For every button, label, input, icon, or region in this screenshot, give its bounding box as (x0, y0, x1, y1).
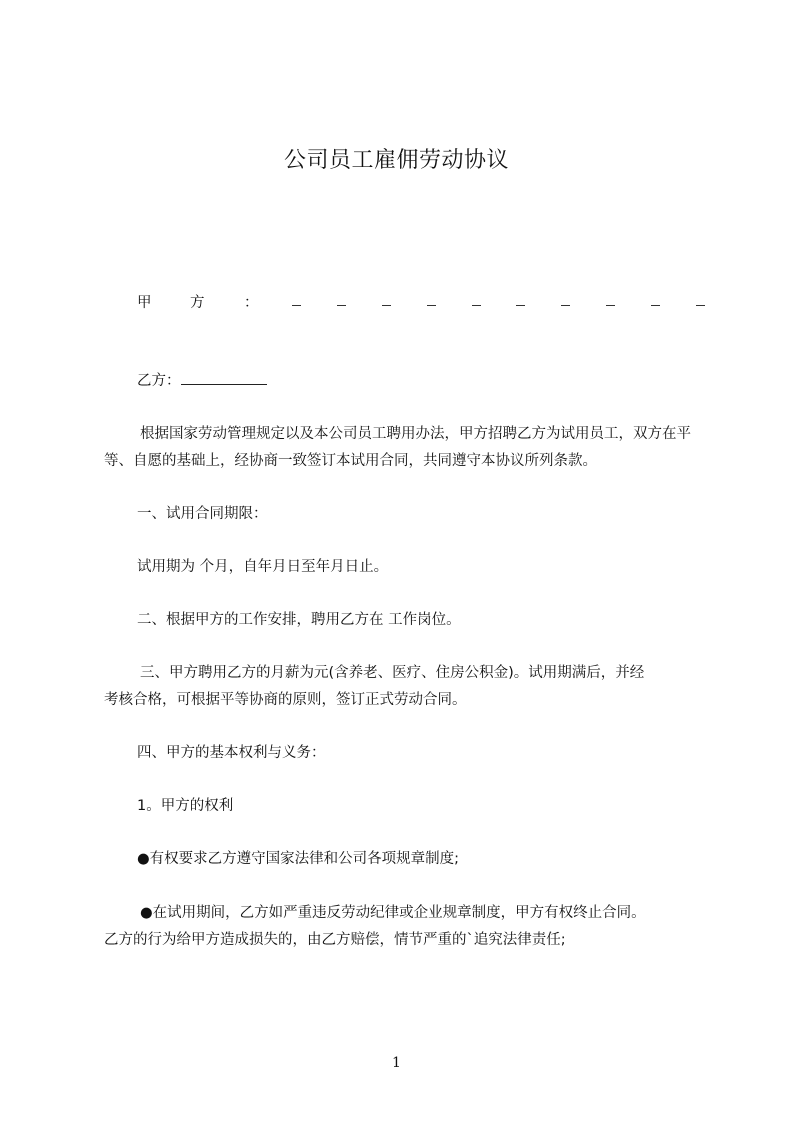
document-title: 公司员工雇佣劳动协议 (283, 148, 509, 173)
party-a-line (137, 291, 705, 315)
blank-dash (561, 291, 570, 306)
right-item-2-line2: 乙方的行为给甲方造成损失的，由乙方赔偿，情节严重的`追究法律责任; (104, 932, 566, 948)
section2-text: 二、根据甲方的工作安排，聘用乙方在 工作岗位。 (137, 612, 461, 628)
blank-dash (292, 291, 301, 306)
blank-dash (516, 291, 525, 306)
section3-line2: 考核合格，可根据平等协商的原则，签订正式劳动合同。 (104, 692, 467, 708)
party-a-label-fang: 方 (190, 295, 205, 311)
blank-dash (382, 291, 391, 306)
page-number: 1 (392, 1055, 401, 1071)
section1-heading: 一、试用合同期限： (137, 506, 268, 522)
blank-dash (472, 291, 481, 306)
right-item-2-line1: ●在试用期间，乙方如严重违反劳动纪律或企业规章制度，甲方有权终止合同。 (140, 905, 646, 921)
blank-dash (337, 291, 346, 306)
blank-dash (606, 291, 615, 306)
party-b-label: 乙方： (137, 373, 181, 389)
party-b-line (104, 368, 737, 395)
subsection1-heading: 1。甲方的权利 (137, 798, 234, 814)
party-b-blank-field (181, 371, 267, 385)
section1-text: 试用期为 个月，自年月日至年月日止。 (137, 559, 389, 575)
intro-paragraph: 根据国家劳动管理规定以及本公司员工聘用办法，甲方招聘乙方为试用员工，双方在平等、自愿的基础上，经协商一致签订本试用合同，共同遵守本协议所列条款。 (104, 426, 691, 469)
party-a-label-jia: 甲 (137, 295, 152, 311)
party-a-colon: ： (244, 295, 259, 311)
right-item-1: ●有权要求乙方遵守国家法律和公司各项规章制度; (137, 851, 460, 867)
blank-dash (696, 291, 705, 306)
party-a-blank-field (292, 291, 705, 306)
section4-heading: 四、甲方的基本权利与义务： (137, 745, 326, 761)
section3-line1: 三、甲方聘用乙方的月薪为元(含养老、医疗、住房公积金)。试用期满后，并经 (140, 665, 645, 681)
blank-dash (427, 291, 436, 306)
blank-dash (651, 291, 660, 306)
